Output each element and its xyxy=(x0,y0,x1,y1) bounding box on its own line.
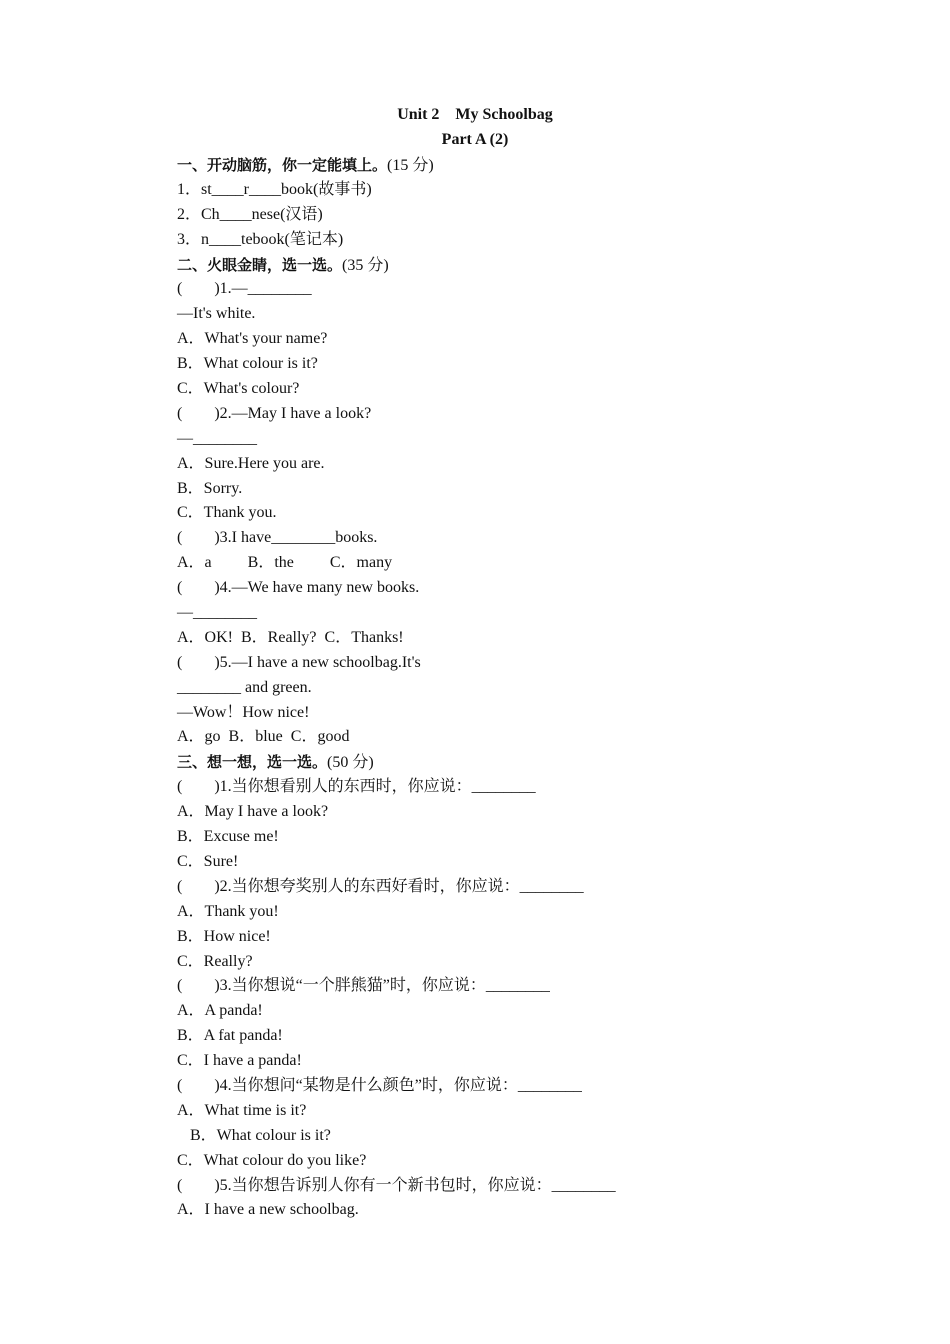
option-line: A．I have a new schoolbag. xyxy=(177,1201,359,1219)
option-line: B．A fat panda! xyxy=(177,1027,283,1045)
question-line: ________ and green. xyxy=(177,678,312,696)
question-line: ( )1.—________ xyxy=(177,280,312,298)
section-heading: 三、想一想，选一选。(50 分) xyxy=(177,753,374,772)
option-line: C．What colour do you like? xyxy=(177,1151,367,1169)
worksheet-body xyxy=(177,153,877,1223)
option-line: A．go B．blue C．good xyxy=(177,728,350,746)
option-line: B．Excuse me! xyxy=(177,828,279,846)
option-line: B．How nice! xyxy=(177,927,271,945)
option-line: B．What colour is it? xyxy=(177,355,318,373)
fill-in-item: 3．n____tebook(笔记本) xyxy=(177,230,344,248)
question-line: ( )4.当你想问“某物是什么颜色”时，你应说：________ xyxy=(177,1076,582,1094)
option-line: A．What time is it? xyxy=(177,1101,307,1119)
question-line: —Wow！How nice! xyxy=(177,703,310,721)
option-line: A．OK! B．Really? C．Thanks! xyxy=(177,628,404,646)
question-line: ( )5.当你想告诉别人你有一个新书包时，你应说：________ xyxy=(177,1176,616,1194)
option-line: A．a B．the C．many xyxy=(177,554,393,572)
question-line: ( )3.I have________books. xyxy=(177,529,378,547)
question-line: —________ xyxy=(177,429,257,447)
question-line: ( )2.—May I have a look? xyxy=(177,404,372,422)
option-line: A．What's your name? xyxy=(177,330,328,348)
option-line: A．Sure.Here you are. xyxy=(177,454,325,472)
option-line: C．Thank you. xyxy=(177,504,277,522)
option-line: B．What colour is it? xyxy=(190,1126,331,1144)
question-line: ( )4.—We have many new books. xyxy=(177,579,420,597)
section-heading: 二、火眼金睛，选一选。(35 分) xyxy=(177,255,389,274)
question-line: ( )3.当你想说“一个胖熊猫”时，你应说：________ xyxy=(177,977,550,995)
option-line: C．Really? xyxy=(177,952,253,970)
part-subtitle: Part A (2) xyxy=(441,131,509,148)
question-line: ( )5.—I have a new schoolbag.It's xyxy=(177,653,421,671)
option-line: C．Sure! xyxy=(177,852,239,870)
fill-in-item: 1．st____r____book(故事书) xyxy=(177,180,372,198)
option-line: C．I have a panda! xyxy=(177,1052,302,1070)
unit-title: Unit 2 My Schoolbag xyxy=(397,106,553,123)
option-line: A．A panda! xyxy=(177,1002,263,1020)
option-line: A．May I have a look? xyxy=(177,803,329,821)
option-line: B．Sorry. xyxy=(177,479,243,497)
option-line: A．Thank you! xyxy=(177,902,279,920)
question-line: ( )1.当你想看别人的东西时，你应说：________ xyxy=(177,778,536,796)
fill-in-item: 2．Ch____nese(汉语) xyxy=(177,205,323,223)
section-heading: 一、开动脑筋，你一定能填上。(15 分) xyxy=(177,156,434,174)
question-line: —________ xyxy=(177,604,257,622)
option-line: C．What's colour? xyxy=(177,380,300,398)
question-line: —It's white. xyxy=(177,305,256,323)
question-line: ( )2.当你想夸奖别人的东西好看时，你应说：________ xyxy=(177,877,584,895)
